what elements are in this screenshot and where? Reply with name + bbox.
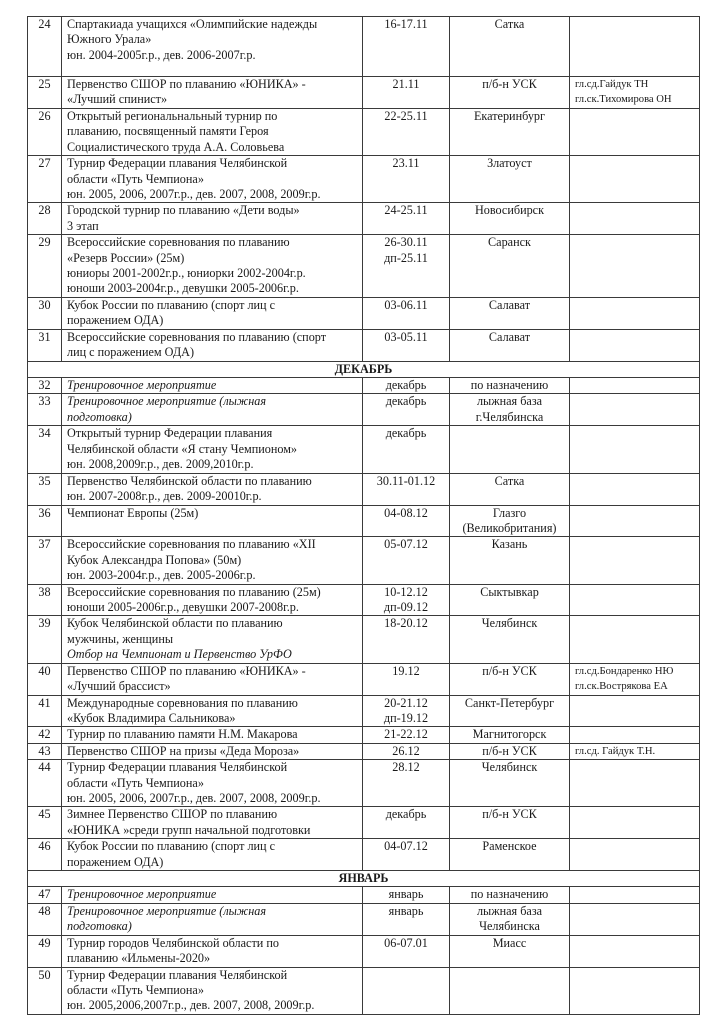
event-place-line: Салават (488, 297, 531, 312)
event-number: 33 (28, 394, 62, 426)
table-row (28, 935, 700, 967)
event-responsible (570, 394, 700, 426)
table-row (28, 760, 700, 807)
event-number: 24 (28, 17, 62, 77)
event-responsible (570, 935, 700, 967)
event-name (62, 203, 363, 235)
event-name-line: Челябинской области «Я стану Чемпионом» (67, 441, 298, 456)
event-name-line: юн. 2005, 2006, 2007г.р., дев. 2007, 2008, 2009г.р. (67, 791, 321, 806)
event-name-line: 3 этап (67, 218, 99, 233)
event-responsible (570, 377, 700, 393)
event-date (363, 156, 450, 203)
event-name-line: Социалистического труда А.А. Соловьева (67, 139, 285, 154)
event-place (450, 426, 570, 473)
event-place (450, 473, 570, 505)
event-place (450, 584, 570, 616)
event-date-line: 28.12 (392, 760, 420, 775)
event-name-line: Тренировочное мероприятие (лыжная (67, 903, 267, 918)
event-name-line: юн. 2003-2004г.р., дев. 2005-2006г.р. (67, 568, 256, 583)
event-place (450, 663, 570, 695)
event-place (450, 156, 570, 203)
table-row (28, 297, 700, 329)
table-row (28, 903, 700, 935)
event-date (363, 727, 450, 743)
event-number: 28 (28, 203, 62, 235)
event-name-line: Кубок Челябинской области по плаванию (67, 616, 283, 631)
event-date (363, 77, 450, 109)
event-name-line: Турнир Федерации плавания Челябинской (67, 967, 288, 982)
event-number: 42 (28, 727, 62, 743)
event-name-line: Зимнее Первенство СШОР по плаванию (67, 807, 278, 822)
event-name-line: юн. 2008,2009г.р., дев. 2009,2010г.р. (67, 457, 254, 472)
event-number: 38 (28, 584, 62, 616)
event-date (363, 505, 450, 537)
event-name-line: поражением ОДА) (67, 854, 164, 869)
event-responsible-line: гл.сд.Бондаренко НЮ (575, 665, 674, 677)
event-place-line: п/б-н УСК (482, 663, 537, 678)
event-date (363, 760, 450, 807)
event-name (62, 887, 363, 903)
event-number: 27 (28, 156, 62, 203)
event-responsible (570, 663, 700, 695)
event-name-line: Первенство СШОР по плаванию «ЮНИКА» - (67, 77, 306, 91)
event-date (363, 584, 450, 616)
event-place-line: лыжная база (476, 903, 543, 918)
event-name-line: Турнир городов Челябинской области по (67, 935, 279, 950)
event-number: 32 (28, 377, 62, 393)
table-row (28, 743, 700, 759)
event-date (363, 967, 450, 1014)
event-place-line: Раменское (482, 839, 537, 854)
event-place (450, 377, 570, 393)
event-number: 43 (28, 743, 62, 759)
table-row (28, 695, 700, 727)
table-row (28, 663, 700, 695)
event-date-line: 06-07.01 (384, 935, 428, 950)
event-place (450, 839, 570, 871)
event-date-line: 30.11-01.12 (376, 473, 436, 488)
event-name (62, 77, 363, 109)
table-row (28, 537, 700, 584)
event-date (363, 109, 450, 156)
event-date (363, 935, 450, 967)
table-row (28, 426, 700, 473)
event-date-line: 18-20.12 (384, 616, 428, 631)
event-date-line: 03-06.11 (384, 297, 428, 312)
event-name-line: Спартакиада учащихся «Олимпийские надежды (67, 17, 318, 31)
event-name-line: Турнир Федерации плавания Челябинской (67, 156, 288, 171)
table-row (28, 203, 700, 235)
month-header: ДЕКАБРЬ (28, 361, 700, 377)
event-name-line: Южного Урала» (67, 32, 152, 47)
event-place-line: Сатка (494, 17, 525, 31)
event-responsible (570, 584, 700, 616)
event-place (450, 505, 570, 537)
table-row (28, 505, 700, 537)
event-date (363, 663, 450, 695)
event-responsible-line: гл.сд. Гайдук Т.Н. (575, 745, 656, 757)
event-place (450, 329, 570, 361)
event-date (363, 807, 450, 839)
event-place-line: п/б-н УСК (482, 743, 537, 758)
event-date-line: 04-08.12 (384, 505, 428, 520)
table-row (28, 394, 700, 426)
table-row (28, 887, 700, 903)
event-responsible (570, 156, 700, 203)
table-row (28, 377, 700, 393)
event-date (363, 537, 450, 584)
event-name-line: юн. 2004-2005г.р., дев. 2006-2007г.р. (67, 47, 256, 62)
event-place-line: Челябинска (479, 919, 540, 934)
event-place-line: Новосибирск (474, 203, 545, 218)
event-name-line: Отбор на Чемпионат и Первенство УрФО (67, 647, 292, 662)
events-table-body (28, 17, 700, 1015)
event-name-line: юн. 2005,2006,2007г.р., дев. 2007, 2008, 2009г.р. (67, 998, 315, 1013)
event-number: 25 (28, 77, 62, 109)
event-place (450, 235, 570, 298)
event-place (450, 394, 570, 426)
table-row (28, 473, 700, 505)
event-name-line: Первенство Челябинской области по плаванию (67, 473, 312, 488)
event-place-line: лыжная база (476, 394, 543, 409)
event-date-line: 26.12 (392, 743, 420, 758)
event-name (62, 839, 363, 871)
event-name-line: юноши 2003-2004г.р., девушки 2005-2006г.р. (67, 281, 299, 296)
event-number: 35 (28, 473, 62, 505)
event-place-line: Челябинск (481, 616, 538, 631)
event-responsible (570, 109, 700, 156)
event-date-line: 24-25.11 (384, 203, 428, 218)
event-name-line: юноши 2005-2006г.р., девушки 2007-2008г.р. (67, 599, 299, 614)
event-date (363, 377, 450, 393)
event-name (62, 903, 363, 935)
event-name-line: Турнир Федерации плавания Челябинской (67, 760, 288, 775)
events-table (27, 16, 700, 1015)
event-date-line: январь (388, 903, 424, 918)
event-place (450, 903, 570, 935)
event-date-line: декабрь (385, 377, 427, 392)
event-place-line: Сыктывкар (480, 584, 539, 599)
event-place-line: Салават (488, 329, 531, 344)
event-place (450, 807, 570, 839)
event-name (62, 426, 363, 473)
event-place-line: Казань (491, 537, 528, 552)
event-responsible (570, 426, 700, 473)
event-number: 34 (28, 426, 62, 473)
event-date (363, 235, 450, 298)
event-name (62, 473, 363, 505)
event-number: 37 (28, 537, 62, 584)
event-name-line: плаванию «Ильмены-2020» (67, 951, 211, 966)
event-date-line: декабрь (385, 426, 427, 441)
event-name-line: Всероссийские соревнования по плаванию «XII (67, 537, 316, 552)
event-date-line: 21-22.12 (384, 727, 428, 742)
table-row (28, 77, 700, 109)
event-place-line: Екатеринбург (473, 109, 546, 123)
event-date-line: дп-25.11 (384, 250, 428, 265)
event-place (450, 935, 570, 967)
event-date-line: декабрь (385, 807, 427, 822)
event-name (62, 807, 363, 839)
event-place (450, 616, 570, 663)
event-number: 49 (28, 935, 62, 967)
event-name-line: подготовка) (67, 409, 132, 424)
event-number: 46 (28, 839, 62, 871)
event-place (450, 203, 570, 235)
event-name-line: Тренировочное мероприятие (лыжная (67, 394, 267, 409)
event-number: 36 (28, 505, 62, 537)
month-header-row (28, 871, 700, 887)
event-name-line: юн. 2007-2008г.р., дев. 2009-20010г.р. (67, 488, 262, 503)
event-responsible (570, 505, 700, 537)
event-place (450, 967, 570, 1014)
event-number: 41 (28, 695, 62, 727)
event-number: 39 (28, 616, 62, 663)
event-place (450, 760, 570, 807)
event-place (450, 695, 570, 727)
event-place-line: по назначению (470, 887, 549, 902)
event-name-line: подготовка) (67, 919, 132, 934)
event-number: 47 (28, 887, 62, 903)
event-name (62, 967, 363, 1014)
event-name-line: мужчины, женщины (67, 631, 174, 646)
event-place (450, 537, 570, 584)
table-row (28, 839, 700, 871)
event-responsible (570, 695, 700, 727)
event-name (62, 760, 363, 807)
event-name (62, 297, 363, 329)
event-date (363, 297, 450, 329)
table-row (28, 235, 700, 298)
event-responsible (570, 616, 700, 663)
event-date-line: 04-07.12 (384, 839, 428, 854)
event-place (450, 727, 570, 743)
event-name-line: лиц с поражением ОДА) (67, 345, 194, 360)
event-name-line: Кубок России по плаванию (спорт лиц с (67, 297, 276, 312)
event-date-line: 26-30.11 (384, 235, 428, 250)
event-place-line: п/б-н УСК (482, 77, 537, 91)
event-name (62, 17, 363, 77)
event-place-line: г.Челябинска (475, 409, 544, 424)
event-responsible (570, 329, 700, 361)
event-date (363, 473, 450, 505)
event-name (62, 743, 363, 759)
event-responsible (570, 537, 700, 584)
event-place-line: Сатка (494, 473, 525, 488)
event-date-line: 10-12.12 (384, 584, 428, 599)
event-name-line: Тренировочное мероприятие (67, 887, 217, 902)
event-number: 40 (28, 663, 62, 695)
event-name-line: Всероссийские соревнования по плаванию (25м) (67, 584, 321, 599)
event-name-line: Городской турнир по плаванию «Дети воды» (67, 203, 300, 218)
event-name (62, 935, 363, 967)
event-place-line: Челябинск (481, 760, 538, 775)
event-place (450, 109, 570, 156)
event-responsible (570, 807, 700, 839)
event-responsible (570, 743, 700, 759)
event-place (450, 17, 570, 77)
event-date (363, 394, 450, 426)
event-number: 50 (28, 967, 62, 1014)
event-responsible (570, 77, 700, 109)
event-name-line: юниоры 2001-2002г.р., юниорки 2002-2004г.р. (67, 266, 306, 281)
event-name (62, 156, 363, 203)
event-place (450, 887, 570, 903)
table-row (28, 616, 700, 663)
event-responsible-line: гл.ск.Тихомирова ОН (575, 94, 672, 106)
table-row (28, 17, 700, 77)
event-place (450, 297, 570, 329)
event-place-line: п/б-н УСК (482, 807, 537, 822)
month-header: ЯНВАРЬ (28, 871, 700, 887)
event-date (363, 329, 450, 361)
event-name-line: Открытый региональнальный турнир по (67, 109, 278, 123)
event-place-line: Миасс (492, 935, 527, 950)
event-date (363, 695, 450, 727)
table-row (28, 584, 700, 616)
event-date-line: 21.11 (392, 77, 420, 91)
month-header-row (28, 361, 700, 377)
event-place-line: Магнитогорск (472, 727, 547, 742)
event-date-line: декабрь (385, 394, 427, 409)
event-responsible (570, 297, 700, 329)
event-responsible-line: гл.ск.Вострякова ЕА (575, 681, 668, 692)
event-name-line: плаванию, посвященный памяти Героя (67, 124, 269, 139)
event-place-line: Глазго (492, 505, 527, 520)
event-name-line: «Лучший брассист» (67, 679, 171, 693)
event-date (363, 839, 450, 871)
event-name-line: Кубок России по плаванию (спорт лиц с (67, 839, 276, 854)
event-name-line: «ЮНИКА »среди групп начальной подготовки (67, 822, 311, 837)
event-name-line: Чемпионат Европы (25м) (67, 505, 199, 520)
event-number: 30 (28, 297, 62, 329)
event-date-line: 03-05.11 (384, 329, 428, 344)
event-date-line: 16-17.11 (384, 17, 428, 31)
event-date-line: 23.11 (392, 156, 420, 171)
event-name (62, 695, 363, 727)
event-date (363, 743, 450, 759)
event-name-line: Первенство СШОР на призы «Деда Мороза» (67, 743, 300, 758)
event-name-line: Открытый турнир Федерации плавания (67, 426, 273, 441)
event-name-line: области «Путь Чемпиона» (67, 982, 204, 997)
event-name (62, 537, 363, 584)
event-name (62, 394, 363, 426)
event-place (450, 77, 570, 109)
event-place-line: Златоуст (487, 156, 532, 171)
event-responsible (570, 473, 700, 505)
event-number: 45 (28, 807, 62, 839)
event-name-line: Первенство СШОР по плаванию «ЮНИКА» - (67, 663, 306, 678)
event-name-line: поражением ОДА) (67, 313, 164, 328)
event-responsible (570, 727, 700, 743)
event-name-line: Турнир по плаванию памяти Н.М. Макарова (67, 727, 298, 742)
event-date-line: 20-21.12 (384, 695, 428, 710)
event-name-line: области «Путь Чемпиона» (67, 775, 204, 790)
event-name (62, 505, 363, 537)
event-name (62, 616, 363, 663)
event-name (62, 329, 363, 361)
event-name (62, 235, 363, 298)
event-date (363, 17, 450, 77)
event-responsible (570, 760, 700, 807)
event-date-line: 19.12 (392, 663, 420, 678)
table-row (28, 156, 700, 203)
table-row (28, 109, 700, 156)
event-date (363, 203, 450, 235)
schedule-document (27, 16, 699, 1015)
event-name (62, 377, 363, 393)
event-place-line: по назначению (470, 377, 549, 392)
event-name (62, 663, 363, 695)
event-date (363, 426, 450, 473)
event-responsible (570, 839, 700, 871)
event-date-line: дп-19.12 (383, 711, 429, 725)
event-number: 44 (28, 760, 62, 807)
event-responsible (570, 203, 700, 235)
event-name (62, 109, 363, 156)
event-number: 26 (28, 109, 62, 156)
event-name-line: юн. 2005, 2006, 2007г.р., дев. 2007, 2008, 2009г.р. (67, 187, 321, 202)
event-place (450, 743, 570, 759)
table-row (28, 329, 700, 361)
event-name-line: Международные соревнования по плаванию (67, 695, 298, 710)
event-name-line: Кубок Александра Попова» (50м) (67, 552, 242, 567)
event-place-line: Санкт-Петербург (464, 695, 555, 710)
event-name-line: «Кубок Владимира Сальникова» (67, 711, 236, 725)
event-date (363, 903, 450, 935)
event-responsible (570, 17, 700, 77)
event-name (62, 727, 363, 743)
event-name-line: Всероссийские соревнования по плаванию (67, 235, 290, 250)
table-row (28, 727, 700, 743)
event-name-line: «Лучший спинист» (67, 92, 168, 107)
event-date (363, 616, 450, 663)
event-date-line: январь (388, 887, 424, 902)
event-responsible (570, 967, 700, 1014)
event-number: 29 (28, 235, 62, 298)
event-responsible-line: гл.сд.Гайдук ТН (575, 79, 649, 90)
event-name-line: области «Путь Чемпиона» (67, 171, 204, 186)
event-place-line: Саранск (488, 235, 531, 250)
event-responsible (570, 887, 700, 903)
event-responsible (570, 903, 700, 935)
event-name (62, 584, 363, 616)
table-row (28, 807, 700, 839)
event-date-line: 05-07.12 (384, 537, 428, 552)
table-row (28, 967, 700, 1014)
event-date (363, 887, 450, 903)
event-name-line: Всероссийские соревнования по плаванию (спорт (67, 329, 327, 344)
event-name-line: Тренировочное мероприятие (67, 377, 217, 392)
event-number: 31 (28, 329, 62, 361)
event-responsible (570, 235, 700, 298)
event-number: 48 (28, 903, 62, 935)
event-date-line: дп-09.12 (383, 599, 429, 614)
event-name-line: «Резерв России» (25м) (67, 250, 185, 265)
event-place-line: (Великобритания) (462, 520, 557, 535)
event-date-line: 22-25.11 (384, 109, 428, 123)
